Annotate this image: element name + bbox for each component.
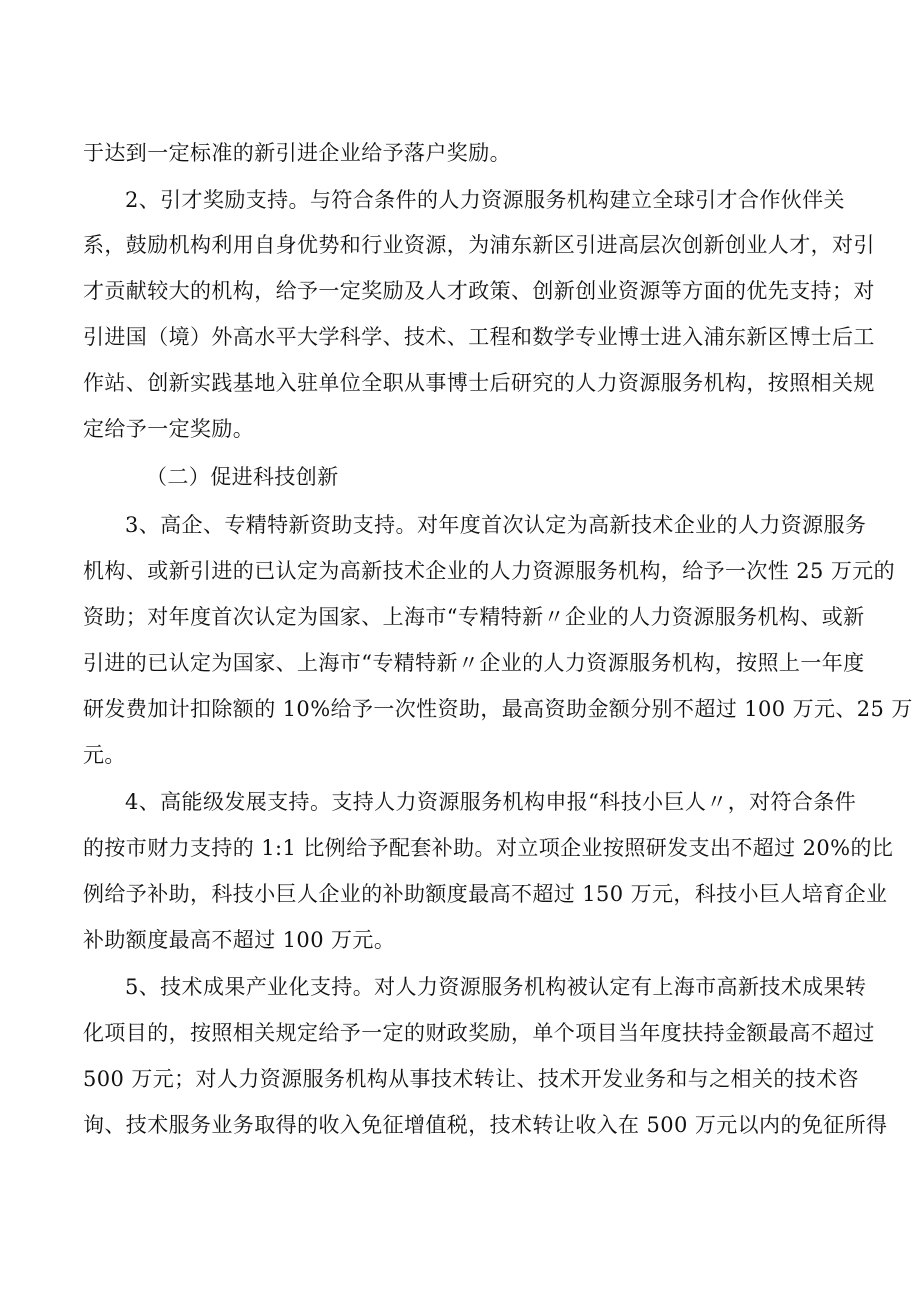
text-line: 于达到一定标准的新引进企业给予落户奖励。: [83, 141, 511, 165]
text-line: 例给予补助，科技小巨人企业的补助额度最高不超过 150 万元，科技小巨人培育企业: [83, 882, 888, 906]
text-line: 4、高能级发展支持。支持人力资源服务机构申报“科技小巨人〃，对符合条件: [125, 790, 857, 814]
text-line: 系，鼓励机构利用自身优势和行业资源，为浦东新区引进高层次创新创业人才，对引: [83, 233, 875, 257]
text-line: 元。: [83, 743, 126, 767]
text-line: 引进国（境）外高水平大学科学、技术、工程和数学专业博士进入浦东新区博士后工: [83, 325, 875, 349]
text-line: 定给予一定奖励。: [83, 417, 255, 441]
text-line: 3、高企、专精特新资助支持。对年度首次认定为高新技术企业的人力资源服务: [125, 513, 867, 537]
text-line: 补助额度最高不超过 100 万元。: [83, 928, 396, 952]
text-line: 500 万元；对人力资源服务机构从事技术转让、技术开发业务和与之相关的技术咨: [83, 1067, 859, 1091]
text-line: 5、技术成果产业化支持。对人力资源服务机构被认定有上海市高新技术成果转: [125, 975, 867, 999]
text-line: 研发费加计扣除额的 10%给予一次性资助，最高资助金额分别不超过 100 万元、25 万: [83, 697, 913, 721]
text-line: 资助；对年度首次认定为国家、上海市“专精特新〃企业的人力资源服务机构、或新: [83, 605, 865, 629]
section-heading: （二）促进科技创新: [146, 465, 339, 489]
text-line: 引进的已认定为国家、上海市“专精特新〃企业的人力资源服务机构，按照上一年度: [83, 651, 865, 675]
text-line: 机构、或新引进的已认定为高新技术企业的人力资源服务机构，给予一次性 25 万元的: [83, 559, 896, 583]
text-line: 的按市财力支持的 1:1 比例给予配套补助。对立项企业按照研发支出不超过 20%的比: [83, 836, 894, 860]
text-line: 作站、创新实践基地入驻单位全职从事博士后研究的人力资源服务机构，按照相关规: [83, 371, 875, 395]
text-line: 2、引才奖励支持。与符合条件的人力资源服务机构建立全球引才合作伙伴关: [125, 188, 845, 212]
text-line: 化项目的，按照相关规定给予一定的财政奖励，单个项目当年度扶持金额最高不超过: [83, 1021, 875, 1045]
text-line: 询、技术服务业务取得的收入免征增值税，技术转让收入在 500 万元以内的免征所得: [83, 1113, 888, 1137]
text-line: 才贡献较大的机构，给予一定奖励及人才政策、创新创业资源等方面的优先支持；对: [83, 279, 875, 303]
